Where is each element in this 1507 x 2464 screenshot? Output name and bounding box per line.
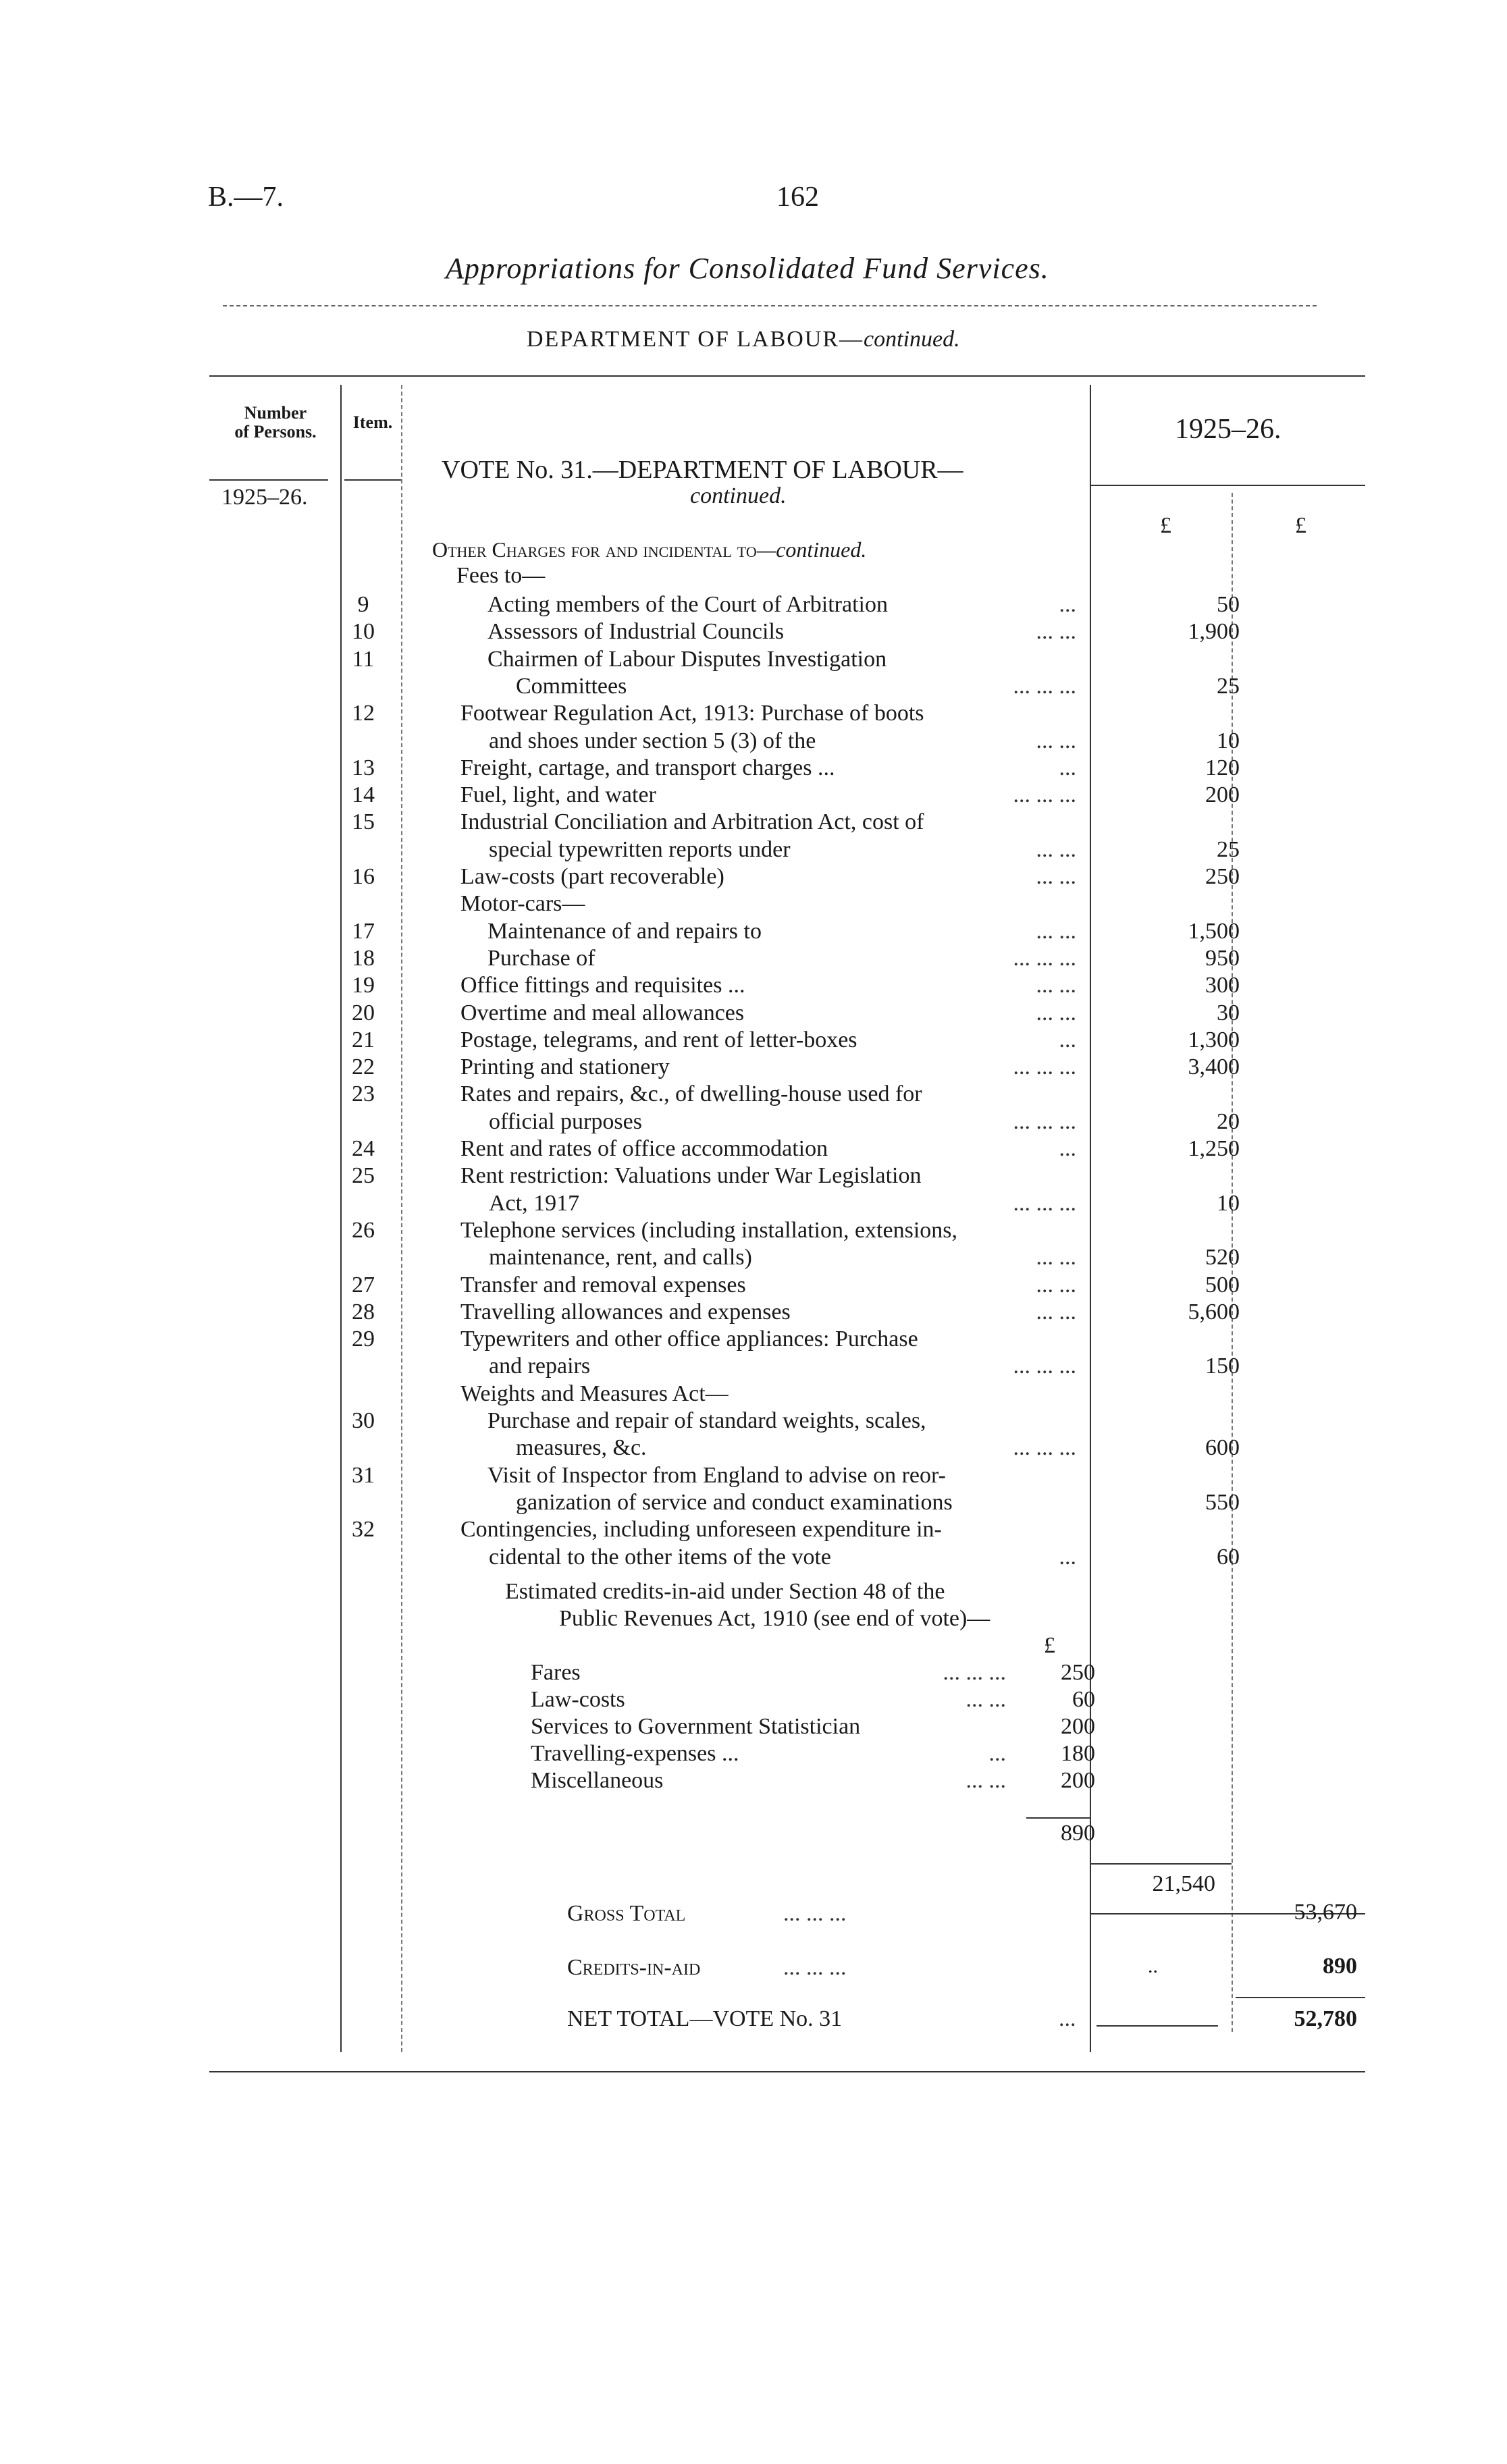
item-description <box>460 1135 1076 1162</box>
item-amount: 5,600 <box>1188 1300 1240 1324</box>
table-row <box>0 591 1507 618</box>
table-row <box>0 673 1507 700</box>
title-rule <box>223 305 1317 306</box>
table-row <box>0 809 1507 836</box>
item-description-text: Visit of Inspector from England to advise on reor- <box>487 1463 946 1488</box>
credit-item-amount: 60 <box>1072 1687 1095 1712</box>
item-number: 20 <box>352 1000 375 1025</box>
item-description-text: maintenance, rent, and calls) <box>489 1245 752 1270</box>
item-number: 17 <box>352 919 375 944</box>
item-description <box>516 673 1076 700</box>
item-description <box>460 1162 921 1189</box>
table-row <box>0 1135 1507 1162</box>
item-number: 14 <box>352 782 375 807</box>
credits-in-aid-mid-dots: .. <box>1148 1955 1158 1977</box>
column-sum-rule <box>1091 1863 1232 1865</box>
item-description <box>460 863 1076 890</box>
item-description-text: Fuel, light, and water <box>460 782 656 807</box>
item-description-text: ganization of service and conduct examinations <box>516 1490 953 1515</box>
credits-currency: £ <box>1044 1633 1055 1658</box>
item-number: 30 <box>352 1408 375 1433</box>
net-total-text: NET TOTAL—VOTE No. 31 <box>567 2006 843 2031</box>
item-description <box>460 1326 918 1353</box>
item-number: 9 <box>357 592 369 617</box>
year-column-header: 1925–26. <box>1175 414 1281 445</box>
column-total: 21,540 <box>1152 1871 1215 1896</box>
leader-dots: ... <box>1059 1545 1076 1570</box>
item-description-text: Typewriters and other office appliances: Purchase <box>460 1327 918 1351</box>
item-number: 27 <box>352 1273 375 1297</box>
credit-item-amount: 200 <box>1061 1768 1095 1793</box>
item-description-text: Travelling allowances and expenses <box>460 1300 791 1324</box>
item-description-text: Acting members of the Court of Arbitration <box>487 592 888 617</box>
item-amount: 1,500 <box>1188 919 1240 944</box>
item-description <box>487 1462 946 1489</box>
item-amount: 10 <box>1217 728 1240 753</box>
item-description <box>487 945 1076 972</box>
credit-item-amount: 250 <box>1061 1660 1095 1685</box>
item-description <box>460 755 1076 782</box>
table-row <box>0 646 1507 673</box>
item-description-text: Industrial Conciliation and Arbitration Act, cost of <box>460 809 924 834</box>
item-number: 21 <box>352 1027 375 1052</box>
item-amount: 950 <box>1205 946 1240 971</box>
persons-column-header <box>215 404 336 441</box>
item-amount: 3,400 <box>1188 1054 1240 1079</box>
table-row <box>0 1353 1507 1380</box>
fees-heading: Fees to— <box>456 563 546 588</box>
item-description-text: Purchase of <box>487 946 596 971</box>
item-header-rule <box>344 479 402 481</box>
vote-heading-continued: continued. <box>690 483 787 508</box>
table-row <box>0 1054 1507 1081</box>
credit-item-amount: 180 <box>1061 1741 1095 1766</box>
department-heading <box>527 327 960 352</box>
item-number: 12 <box>352 701 375 726</box>
table-row <box>0 1489 1507 1516</box>
credits-in-aid-dots: ... ... ... <box>783 1955 847 1980</box>
table-row <box>0 945 1507 972</box>
item-description <box>460 700 924 727</box>
table-top-rule <box>209 375 1365 377</box>
item-amount: 25 <box>1217 674 1240 699</box>
table-row <box>0 1162 1507 1189</box>
item-description-text: Chairmen of Labour Disputes Investigation <box>487 647 887 672</box>
credit-item-dots: ... ... ... <box>943 1660 1006 1685</box>
persons-header-rule <box>209 479 328 481</box>
leader-dots: ... <box>1059 1136 1076 1161</box>
table-row <box>0 1244 1507 1271</box>
credits-in-aid-text: Credits-in-aid <box>567 1955 701 1980</box>
item-description-text: Motor-cars— <box>460 891 585 916</box>
department-continued: continued. <box>864 327 960 352</box>
item-description-text: official purposes <box>489 1109 642 1134</box>
item-number: 15 <box>352 809 375 834</box>
item-description <box>489 728 1076 755</box>
item-number: 25 <box>352 1163 375 1188</box>
item-description-text: and shoes under section 5 (3) of the <box>489 728 816 753</box>
leader-dots: ... ... ... <box>1013 674 1076 699</box>
table-row <box>0 755 1507 782</box>
item-amount: 520 <box>1205 1245 1240 1270</box>
credits-in-aid-amount: 890 <box>1323 1954 1357 1979</box>
item-column-header: Item. <box>352 412 393 432</box>
item-description <box>516 1435 1076 1462</box>
credits-sum-rule <box>1026 1817 1091 1819</box>
leader-dots: ... <box>1059 755 1076 780</box>
table-row <box>0 1217 1507 1244</box>
table-row <box>0 890 1507 917</box>
credit-item-amount: 200 <box>1061 1714 1095 1739</box>
item-amount: 150 <box>1205 1354 1240 1378</box>
item-amount: 200 <box>1205 782 1240 807</box>
table-row <box>0 1081 1507 1108</box>
item-description-text: and repairs <box>489 1354 591 1378</box>
item-number: 28 <box>352 1300 375 1324</box>
item-description <box>460 1027 1076 1054</box>
table-row <box>0 1299 1507 1326</box>
persons-year: 1925–26. <box>221 485 308 510</box>
item-description-text: Assessors of Industrial Councils <box>487 619 785 644</box>
table-row <box>0 1190 1507 1217</box>
leader-dots: ... ... ... <box>1013 1191 1076 1216</box>
item-number: 11 <box>352 647 375 672</box>
vote-heading: VOTE No. 31.—DEPARTMENT OF LABOUR— <box>442 456 963 484</box>
item-description <box>489 836 1076 863</box>
gross-total-dots: ... ... ... <box>783 1901 847 1926</box>
item-amount: 250 <box>1205 864 1240 889</box>
item-description <box>487 1408 926 1435</box>
item-description <box>489 1544 1076 1571</box>
table-row <box>0 1272 1507 1299</box>
document-reference: B.—7. <box>208 182 284 213</box>
item-description <box>460 1217 957 1244</box>
table-row <box>0 1408 1507 1435</box>
item-description <box>460 809 924 836</box>
leader-dots: ... ... ... <box>1013 1435 1076 1460</box>
item-description <box>460 1516 942 1543</box>
item-amount: 25 <box>1217 837 1240 862</box>
item-description <box>460 1381 729 1408</box>
item-description-text: Committees <box>516 674 627 699</box>
leader-dots: ... ... <box>1036 1300 1076 1324</box>
item-number: 18 <box>352 946 375 971</box>
table-row <box>0 782 1507 809</box>
page-number: 162 <box>776 182 819 213</box>
leader-dots: ... ... <box>1036 864 1076 889</box>
persons-header-line2: of Persons. <box>234 422 317 441</box>
credit-item-label: Law-costs <box>531 1687 625 1712</box>
net-total-dots: ... <box>1059 2006 1076 2031</box>
department-name: DEPARTMENT OF LABOUR— <box>527 327 864 352</box>
item-amount: 300 <box>1205 973 1240 998</box>
leader-dots: ... ... ... <box>1013 1354 1076 1378</box>
net-left-rule <box>1096 2025 1218 2027</box>
table-row <box>0 1000 1507 1027</box>
gross-total-text: Gross Total <box>567 1901 686 1926</box>
leader-dots: ... ... <box>1036 1245 1076 1270</box>
item-description-text: Maintenance of and repairs to <box>487 919 762 944</box>
credits-heading-line2: Public Revenues Act, 1910 (see end of vote)— <box>559 1606 990 1631</box>
gross-total-label <box>567 1901 847 1927</box>
credit-item-dots: ... ... <box>966 1687 1006 1712</box>
leader-dots: ... ... <box>1036 1273 1076 1297</box>
net-total-label <box>567 2006 1076 2032</box>
leader-dots: ... ... <box>1036 728 1076 753</box>
table-row <box>0 918 1507 945</box>
item-description-text: Law-costs (part recoverable) <box>460 864 724 889</box>
table-row <box>0 700 1507 727</box>
item-number: 19 <box>352 973 375 998</box>
section-heading-main: Other Charges for and incidental to <box>432 537 757 562</box>
item-description-text: Rates and repairs, &c., of dwelling-house used for <box>460 1081 922 1106</box>
table-row <box>0 1516 1507 1543</box>
table-row <box>0 1544 1507 1571</box>
item-description <box>516 1489 953 1516</box>
item-number: 23 <box>352 1081 375 1106</box>
currency-heading-2: £ <box>1295 513 1306 538</box>
table-row <box>0 1462 1507 1489</box>
item-description-text: Rent restriction: Valuations under War Legislation <box>460 1163 922 1188</box>
item-description <box>460 1000 1076 1027</box>
item-amount: 10 <box>1217 1191 1240 1216</box>
section-heading-cont: —continued. <box>756 537 867 562</box>
item-description-text: Contingencies, including unforeseen expenditure in- <box>460 1517 942 1542</box>
item-amount: 50 <box>1217 592 1240 617</box>
table-row <box>0 1326 1507 1353</box>
item-number: 22 <box>352 1054 375 1079</box>
item-description <box>487 646 887 673</box>
item-number: 31 <box>352 1463 375 1488</box>
leader-dots: ... ... <box>1036 919 1076 944</box>
credits-subtotal: 890 <box>1061 1821 1095 1846</box>
item-description <box>489 1190 1076 1217</box>
item-description-text: Act, 1917 <box>489 1191 580 1216</box>
table-row <box>0 728 1507 755</box>
item-description <box>489 1108 1076 1135</box>
item-description <box>460 1081 922 1108</box>
credit-item-dots: ... <box>988 1741 1006 1766</box>
item-description-text: Postage, telegrams, and rent of letter-boxes <box>460 1027 857 1052</box>
item-description <box>487 618 1076 645</box>
table-row <box>0 1108 1507 1135</box>
credit-item-label: Services to Government Statistician <box>531 1714 861 1739</box>
item-amount: 1,900 <box>1188 619 1240 644</box>
item-amount: 120 <box>1205 755 1240 780</box>
item-number: 29 <box>352 1327 375 1351</box>
year-header-rule <box>1091 485 1365 486</box>
credit-item-label: Miscellaneous <box>531 1768 664 1793</box>
net-upper-rule <box>1236 1997 1365 1998</box>
table-row <box>0 1027 1507 1054</box>
item-amount: 20 <box>1217 1109 1240 1134</box>
table-row <box>0 618 1507 645</box>
item-description-text: Footwear Regulation Act, 1913: Purchase of boots <box>460 701 924 726</box>
item-amount: 500 <box>1205 1273 1240 1297</box>
item-description <box>460 1299 1076 1326</box>
leader-dots: ... <box>1059 1027 1076 1052</box>
item-description <box>460 972 1076 999</box>
item-description-text: Overtime and meal allowances <box>460 1000 745 1025</box>
item-amount: 60 <box>1217 1545 1240 1570</box>
item-description-text: Weights and Measures Act— <box>460 1381 729 1406</box>
leader-dots: ... ... ... <box>1013 1109 1076 1134</box>
item-description <box>489 1244 1076 1271</box>
table-row <box>0 836 1507 863</box>
credits-heading-line1: Estimated credits-in-aid under Section 48 of the <box>505 1579 945 1604</box>
item-description <box>487 918 1076 945</box>
item-amount: 600 <box>1205 1435 1240 1460</box>
persons-header-line1: Number <box>244 403 307 423</box>
item-description-text: Freight, cartage, and transport charges ... <box>460 755 835 780</box>
item-description <box>460 782 1076 809</box>
item-description <box>487 591 1076 618</box>
item-description-text: special typewritten reports under <box>489 837 791 862</box>
item-description-text: Office fittings and requisites ... <box>460 973 745 998</box>
item-description-text: Printing and stationery <box>460 1054 670 1079</box>
item-number: 32 <box>352 1517 375 1542</box>
leader-dots: ... ... <box>1036 1000 1076 1025</box>
item-description <box>460 1054 1076 1081</box>
leader-dots: ... ... <box>1036 619 1076 644</box>
gross-total-amount: 53,670 <box>1294 1900 1357 1925</box>
item-number: 24 <box>352 1136 375 1161</box>
credit-item-label: Fares <box>531 1660 581 1685</box>
item-description <box>460 890 585 917</box>
item-description-text: Telephone services (including installation, extensions, <box>460 1218 957 1243</box>
credit-item-dots: ... ... <box>966 1768 1006 1793</box>
item-description <box>489 1353 1076 1380</box>
item-amount: 1,300 <box>1188 1027 1240 1052</box>
item-description-text: Purchase and repair of standard weights, scales, <box>487 1408 926 1433</box>
table-row <box>0 863 1507 890</box>
item-number: 26 <box>352 1218 375 1243</box>
leader-dots: ... ... ... <box>1013 946 1076 971</box>
leader-dots: ... ... <box>1036 973 1076 998</box>
net-total-amount: 52,780 <box>1294 2006 1357 2031</box>
item-number: 13 <box>352 755 375 780</box>
item-description <box>460 1272 1076 1299</box>
leader-dots: ... ... <box>1036 837 1076 862</box>
table-row <box>0 972 1507 999</box>
item-description-text: cidental to the other items of the vote <box>489 1545 832 1570</box>
leader-dots: ... <box>1059 592 1076 617</box>
item-description-text: Rent and rates of office accommodation <box>460 1136 828 1161</box>
currency-heading-1: £ <box>1160 513 1171 538</box>
page-title: Appropriations for Consolidated Fund Services. <box>446 252 1049 285</box>
section-heading <box>432 537 866 562</box>
credits-in-aid-label <box>567 1955 847 1981</box>
item-number: 10 <box>352 619 375 644</box>
item-amount: 550 <box>1205 1490 1240 1515</box>
item-amount: 30 <box>1217 1000 1240 1025</box>
table-row <box>0 1435 1507 1462</box>
leader-dots: ... ... ... <box>1013 1054 1076 1079</box>
item-description-text: measures, &c. <box>516 1435 647 1460</box>
item-amount: 1,250 <box>1188 1136 1240 1161</box>
table-bottom-rule <box>209 2071 1365 2072</box>
leader-dots: ... ... ... <box>1013 782 1076 807</box>
table-row <box>0 1381 1507 1408</box>
item-description-text: Transfer and removal expenses <box>460 1273 746 1297</box>
credit-item-label: Travelling-expenses ... <box>531 1741 739 1766</box>
item-number: 16 <box>352 864 375 889</box>
